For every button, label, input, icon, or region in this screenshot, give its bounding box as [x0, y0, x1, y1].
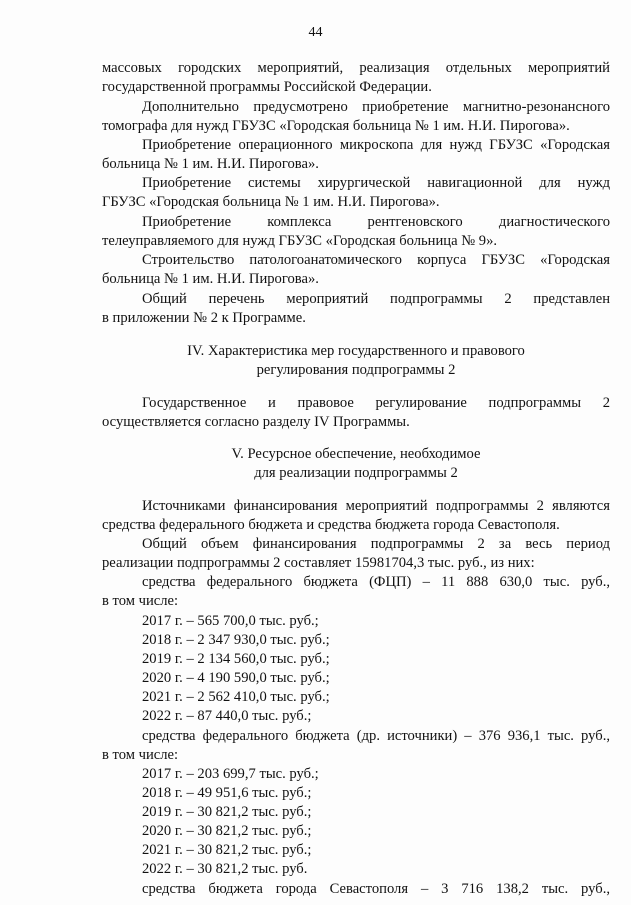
- text-line: Общий объем финансирования подпрограммы 2 за весь период: [142, 536, 610, 552]
- text-line: телеуправляемого для нужд ГБУЗС «Городская больница № 9».: [102, 233, 498, 249]
- text-line: осуществляется согласно разделу IV Программы.: [102, 414, 410, 430]
- text-line: средства федерального бюджета (ФЦП) – 11 888 630,0 тыс. руб.,: [142, 574, 610, 590]
- text-line: больница № 1 им. Н.И. Пирогова».: [102, 271, 319, 287]
- list-item: 2019 г. – 30 821,2 тыс. руб.;: [142, 804, 312, 820]
- text-line: Приобретение операционного микроскопа для нужд ГБУЗС «Городская: [142, 137, 610, 153]
- text-line: массовых городских мероприятий, реализация отдельных мероприятий: [102, 60, 610, 76]
- text-line: больница № 1 им. Н.И. Пирогова».: [102, 156, 319, 172]
- text-line: реализации подпрограммы 2 составляет 15981704,3 тыс. руб., из них:: [102, 555, 535, 571]
- text-line: средства федерального бюджета (др. источники) – 376 936,1 тыс. руб.,: [142, 728, 610, 744]
- text-line: Приобретение комплекса рентгеновского диагностического: [142, 214, 610, 230]
- text-line: Приобретение системы хирургической навигационной для нужд: [142, 175, 610, 191]
- text-line: Общий перечень мероприятий подпрограммы 2 представлен: [142, 291, 610, 307]
- list-item: 2019 г. – 2 134 560,0 тыс. руб.;: [142, 651, 330, 667]
- list-item: 2022 г. – 87 440,0 тыс. руб.;: [142, 708, 312, 724]
- section-heading: IV. Характеристика мер государственного и правового: [187, 343, 525, 359]
- list-item: 2021 г. – 30 821,2 тыс. руб.;: [142, 842, 312, 858]
- text-line: в том числе:: [102, 747, 179, 763]
- page-number: 44: [308, 25, 323, 40]
- text-line: государственной программы Российской Федерации.: [102, 79, 432, 95]
- text-line: Источниками финансирования мероприятий подпрограммы 2 являются: [142, 498, 610, 514]
- list-item: 2022 г. – 30 821,2 тыс. руб.: [142, 861, 308, 877]
- section-heading: регулирования подпрограммы 2: [256, 362, 456, 378]
- list-item: 2017 г. – 565 700,0 тыс. руб.;: [142, 613, 319, 629]
- text-line: в том числе:: [102, 593, 179, 609]
- section-heading: для реализации подпрограммы 2: [254, 465, 458, 481]
- text-line: средства бюджета города Севастополя – 3 716 138,2 тыс. руб.,: [142, 881, 610, 897]
- list-item: 2020 г. – 30 821,2 тыс. руб.;: [142, 823, 312, 839]
- text-line: Строительство патологоанатомического корпуса ГБУЗС «Городская: [142, 252, 610, 268]
- list-item: 2021 г. – 2 562 410,0 тыс. руб.;: [142, 689, 330, 705]
- list-item: 2020 г. – 4 190 590,0 тыс. руб.;: [142, 670, 330, 686]
- text-line: ГБУЗС «Городская больница № 1 им. Н.И. Пирогова».: [102, 194, 440, 210]
- text-line: средства федерального бюджета и средства бюджета города Севастополя.: [102, 517, 560, 533]
- text-line: Дополнительно предусмотрено приобретение магнитно-резонансного: [142, 99, 610, 115]
- text-line: томографа для нужд ГБУЗС «Городская больница № 1 им. Н.И. Пирогова».: [102, 118, 570, 134]
- text-line: в приложении № 2 к Программе.: [102, 310, 306, 326]
- list-item: 2018 г. – 2 347 930,0 тыс. руб.;: [142, 632, 330, 648]
- text-line: Государственное и правовое регулирование подпрограммы 2: [142, 395, 610, 411]
- list-item: 2018 г. – 49 951,6 тыс. руб.;: [142, 785, 312, 801]
- list-item: 2017 г. – 203 699,7 тыс. руб.;: [142, 766, 319, 782]
- section-heading: V. Ресурсное обеспечение, необходимое: [231, 446, 481, 462]
